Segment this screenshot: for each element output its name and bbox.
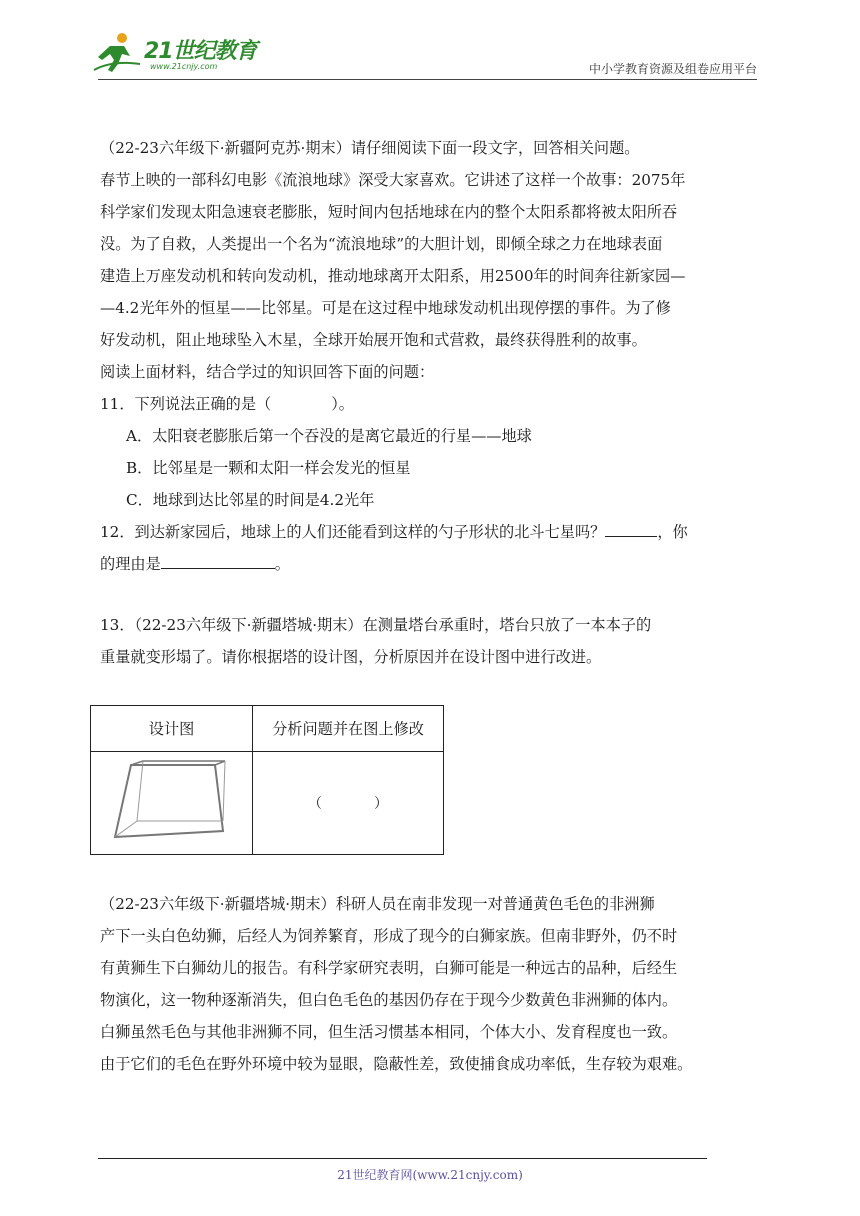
q12-line1 <box>100 516 760 548</box>
lion-passage-line: 有黄狮生下白狮幼儿的报告。有科学家研究表明，白狮可能是一种远古的品种，后经生 <box>100 959 678 977</box>
lion-passage-line: 白狮虽然毛色与其他非洲狮不同，但生活习惯基本相同，个体大小、发育程度也一致。 <box>100 1023 678 1041</box>
lion-passage-line: 物演化，这一物种逐渐消失，但白色毛色的基因仍存在于现今少数黄色非洲狮的体内。 <box>100 991 678 1009</box>
passage-line: 好发动机，阻止地球坠入木星，全球开始展开饱和式营救，最终获得胜利的故事。 <box>100 331 647 349</box>
q12-blank-2[interactable] <box>161 550 275 569</box>
q11-stem-end: ）。 <box>331 395 354 413</box>
header-divider <box>98 79 757 80</box>
q12-stem-cont: ，你 <box>657 523 688 541</box>
answer-close: ） <box>374 796 388 812</box>
q13-table-wrap <box>90 705 444 855</box>
header-analysis: 分析问题并在图上修改 <box>253 706 444 752</box>
passage-line: 没。为了自救，人类提出一个名为“流浪地球”的大胆计划，即倾全球之力在地球表面 <box>100 235 663 253</box>
tower-design-icon <box>97 755 247 851</box>
instruction: 阅读上面材料，结合学过的知识回答下面的问题： <box>100 363 435 381</box>
site-logo <box>92 30 262 78</box>
q12-line2 <box>100 548 760 580</box>
header-design: 设计图 <box>91 706 253 752</box>
passage-line: 科学家们发现太阳急速衰老膨胀，短时间内包括地球在内的整个太阳系都将被太阳所吞 <box>100 203 678 221</box>
page-header <box>0 0 860 80</box>
runner-logo-icon <box>92 30 144 74</box>
page-footer[interactable]: 21世纪教育网(www.21cnjy.com) <box>337 1168 523 1182</box>
design-drawing-cell <box>91 752 253 855</box>
q11-option-c: C．地球到达比邻星的时间是4.2光年 <box>126 491 375 509</box>
table-row <box>91 752 444 855</box>
q11-option-b: B．比邻星是一颗和太阳一样会发光的恒星 <box>126 459 411 477</box>
footer-divider <box>98 1158 707 1159</box>
question-content <box>100 132 760 673</box>
lion-passage-line: 产下一头白色幼狮，后经人为饲养繁育，形成了现今的白狮家族。但南非野外，仍不时 <box>100 927 678 945</box>
passage-line: —4.2光年外的恒星——比邻星。可是在这过程中地球发动机出现停摆的事件。为了修 <box>100 299 671 317</box>
q12-blank-1[interactable] <box>605 518 657 537</box>
logo-url: www.21cnjy.com <box>150 62 218 71</box>
answer-open: （ <box>308 796 322 812</box>
q12-reason-label: 的理由是 <box>100 555 161 573</box>
q11-stem-text: 11．下列说法正确的是（ <box>100 395 272 413</box>
lion-passage-line: （22-23六年级下·新疆塔城·期末）科研人员在南非发现一对普通黄色毛色的非洲狮 <box>100 895 655 913</box>
q12-end: 。 <box>274 555 290 573</box>
platform-name: 中小学教育资源及组卷应用平台 <box>588 62 757 76</box>
analysis-answer-cell[interactable] <box>253 752 444 855</box>
lion-passage-line: 由于它们的毛色在野外环境中较为显眼，隐蔽性差，致使捕食成功率低，生存较为艰难。 <box>100 1055 693 1073</box>
table-header-row <box>91 706 444 752</box>
passage-line: 春节上映的一部科幻电影《流浪地球》深受大家喜欢。它讲述了这样一个故事：2075年 <box>100 171 686 189</box>
q12-stem: 12．到达新家园后，地球上的人们还能看到这样的勺子形状的北斗七星吗？ <box>100 523 606 541</box>
section1-intro: （22-23六年级下·新疆阿克苏·期末）请仔细阅读下面一段文字，回答相关问题。 <box>100 139 640 157</box>
section2-content <box>100 888 760 1080</box>
logo-text: 21世纪教育 <box>144 39 257 64</box>
q13-table <box>90 705 444 855</box>
passage-line: 建造上万座发动机和转向发动机，推动地球离开太阳系，用2500年的时间奔往新家园— <box>100 267 686 285</box>
q13-line1: 13．（22-23六年级下·新疆塔城·期末）在测量塔台承重时，塔台只放了一本本子的 <box>100 616 652 634</box>
q11-stem <box>100 388 760 420</box>
q13-line2: 重量就变形塌了。请你根据塔的设计图，分析原因并在设计图中进行改进。 <box>100 648 602 666</box>
q11-option-a: A．太阳衰老膨胀后第一个吞没的是离它最近的行星——地球 <box>126 427 532 445</box>
